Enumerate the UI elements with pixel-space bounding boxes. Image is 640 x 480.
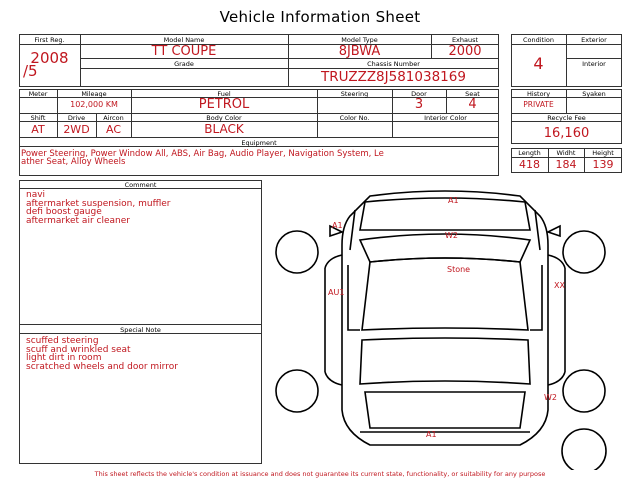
shift-value: AT	[31, 123, 45, 136]
first-reg-year: 2008	[30, 49, 69, 67]
hood-outline	[360, 198, 530, 230]
mileage-label: Mileage	[81, 90, 107, 98]
height-label: Height	[592, 149, 614, 157]
wheel-rear-right-icon	[563, 370, 605, 412]
width-value: 184	[555, 158, 577, 171]
damage-mark-a1-bottom: A1	[426, 430, 437, 439]
first-reg-month: /5	[23, 62, 38, 80]
door-value: 3	[414, 97, 424, 112]
meter-label: Meter	[28, 90, 48, 98]
trunk-outline	[365, 392, 525, 428]
first-reg-label: First Reg.	[34, 36, 65, 44]
width-label: Widht	[556, 149, 576, 157]
model-type-value: 8JBWA	[338, 44, 381, 59]
fuel-label: Fuel	[217, 90, 231, 98]
comment-line: aftermarket air cleaner	[26, 215, 130, 226]
drive-value: 2WD	[63, 123, 90, 136]
recycle-label: Recycle Fee	[547, 114, 586, 122]
special-note-line: light dirt in room	[26, 353, 102, 363]
disclaimer-footer: This sheet reflects the vehicle's condition at issuance and does not guarantee its current state, functionality, or suitability for any purpose	[94, 470, 546, 478]
interior-color-label: Interior Color	[424, 114, 467, 122]
car-body-outline	[342, 191, 548, 445]
condition-value: 4	[533, 54, 544, 73]
special-note-line: scuffed steering	[26, 336, 99, 346]
comment-list	[26, 191, 171, 225]
special-note-line: scuff and wrinkled seat	[26, 344, 131, 355]
door-label: Door	[411, 90, 427, 98]
recycle-value: 16,160	[543, 126, 590, 141]
damage-mark-w2-bottom: W2	[544, 393, 557, 402]
wheel-rear-left-icon	[276, 370, 318, 412]
damage-mark-w2-top: W2	[445, 231, 458, 240]
history-label: History	[526, 90, 551, 98]
special-note-list	[26, 337, 178, 371]
aircon-value: AC	[105, 123, 121, 136]
seat-label: Seat	[465, 90, 480, 98]
comment-label: Comment	[124, 181, 157, 189]
special-note-label: Special Note	[120, 326, 161, 334]
syaken-label: Syaken	[582, 90, 606, 98]
color-no-label: Color No.	[339, 114, 370, 122]
sheet-title: Vehicle Information Sheet	[219, 8, 421, 26]
damage-mark-xx: XX	[554, 281, 565, 290]
spare-wheel-icon	[562, 429, 606, 470]
roof-outline	[362, 258, 528, 330]
chassis-value: TRUZZZ8J581038169	[321, 69, 466, 85]
comment-line: defi boost gauge	[26, 207, 102, 217]
wheel-front-right-icon	[563, 231, 605, 273]
model-type-label: Model Type	[341, 36, 378, 44]
shift-label: Shift	[30, 114, 46, 122]
history-value: PRIVATE	[523, 100, 554, 109]
damage-mark-a1-left: A1	[332, 221, 343, 230]
car-damage-diagram	[262, 176, 640, 470]
exterior-label: Exterior	[581, 36, 607, 44]
damage-mark-stone: Stone	[447, 265, 471, 274]
comment-line: navi	[26, 190, 46, 200]
steering-label: Steering	[340, 90, 369, 98]
damage-mark-a1-top: A1	[448, 196, 459, 205]
exhaust-label: Exhaust	[451, 36, 479, 44]
wheel-front-left-icon	[276, 231, 318, 273]
grade-label: Grade	[174, 60, 194, 68]
interior-label: Interior	[582, 60, 606, 68]
drive-label: Drive	[67, 114, 86, 122]
aircon-label: Aircon	[103, 114, 124, 122]
equipment-label: Equipment	[241, 139, 277, 147]
body-color-label: Body Color	[206, 114, 242, 122]
model-name-value: TT COUPE	[151, 44, 217, 59]
length-value: 418	[519, 158, 540, 171]
rear-window-outline	[360, 338, 530, 384]
exhaust-value: 2000	[448, 44, 482, 59]
damage-mark-au1: AU1	[328, 288, 345, 297]
seat-value: 4	[468, 97, 477, 112]
mirror-right-icon	[548, 226, 560, 236]
fuel-value: PETROL	[198, 97, 250, 112]
equipment-line-2: ather Seat, Alloy Wheels	[21, 157, 126, 167]
mileage-value: 102,000 KM	[70, 100, 118, 109]
equipment-line-1: Power Steering, Power Window All, ABS, Air Bag, Audio Player, Navigation System, Le	[21, 149, 384, 159]
body-color-value: BLACK	[204, 122, 244, 136]
chassis-label: Chassis Number	[367, 60, 420, 68]
special-note-line: scratched wheels and door mirror	[26, 361, 178, 372]
condition-label: Condition	[522, 36, 555, 44]
length-label: Length	[518, 149, 541, 157]
height-value: 139	[592, 158, 614, 171]
model-name-label: Model Name	[163, 36, 205, 44]
comment-line: aftermarket suspension, muffler	[26, 198, 171, 209]
